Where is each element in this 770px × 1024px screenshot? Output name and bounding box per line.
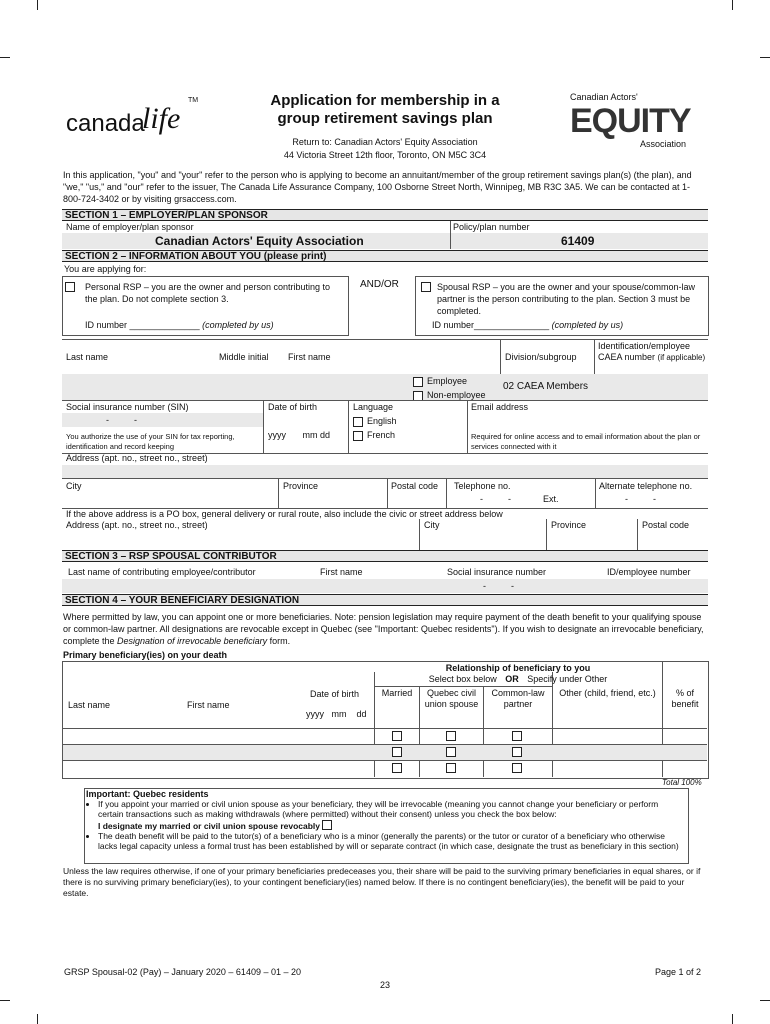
id-number-right <box>432 320 623 331</box>
spousal-rsp-checkbox[interactable] <box>421 282 431 292</box>
equity-logo <box>570 92 710 158</box>
col-common-law: Common-law partner <box>491 688 545 709</box>
row1-commonlaw-checkbox[interactable] <box>512 731 522 741</box>
beneficiary-para-ital: Designation of irrevocable beneficiary <box>117 636 268 646</box>
email-label: Email address <box>471 402 529 412</box>
tel-dashes: - - <box>480 494 511 504</box>
quebec-bullet-2-text: The death benefit will be paid to the tutor(s) of a beneficiary who is a minor (generally the parents) or the tutor or curator of a beneficiary who otherwise lacks legal capacity unless a formal trust has been established by will or separate contract (in which case, designate the trust as beneficiary in this section) <box>98 831 679 851</box>
form-title-line2: group retirement savings plan <box>277 110 493 127</box>
canada-life-logo <box>64 96 204 141</box>
col-last-name: Last name <box>68 700 111 710</box>
if-applicable: (if applicable) <box>657 353 706 362</box>
quebec-bullet-2 <box>98 831 684 851</box>
language-label: Language <box>353 402 394 412</box>
equity-logo-top: Canadian Actors' <box>570 92 638 102</box>
address-label: Address (apt. no., street no., street) <box>66 453 208 463</box>
andor: AND/OR <box>360 279 399 290</box>
city2-label: City <box>424 520 440 530</box>
french-label: French <box>367 430 396 440</box>
completed-by-us-right: (completed by us) <box>551 320 624 330</box>
sin-label: Social insurance number (SIN) <box>66 402 189 412</box>
s3-sin-dashes: - - <box>483 581 514 591</box>
relationship-label: Relationship of beneficiary to you <box>445 663 591 673</box>
beneficiary-para-a: Where permitted by law, you can appoint one or more beneficiaries. Note: pension legislation may require payment of the death benefit to your qualifying spouse or common-law partner. All designations are revocable except in Quebec (see "Important: Quebec residents"). If you wish to designate an irrevocable beneficiary, complete the <box>63 612 704 646</box>
completed-by-us-left: (completed by us) <box>202 320 274 330</box>
section2-header: SECTION 2 – INFORMATION ABOUT YOU (please print) <box>62 250 708 262</box>
personal-rsp-checkbox[interactable] <box>65 282 75 292</box>
beneficiary-para-b: form. <box>267 636 291 646</box>
primary-beneficiary-label: Primary beneficiary(ies) on your death <box>63 650 228 660</box>
select-b: Specify under Other <box>527 674 608 684</box>
po-box-note: If the above address is a PO box, general delivery or rural route, also include the civic or street address below <box>66 509 503 519</box>
col-dob: Date of birth <box>310 689 360 699</box>
id-number-left <box>85 320 274 331</box>
sponsor-value: Canadian Actors' Equity Association <box>155 234 364 248</box>
id-number-right-label: ID number_______________ <box>432 320 550 330</box>
division-label: Division/subgroup <box>505 352 577 362</box>
s3-first-name-label: First name <box>320 567 363 577</box>
equity-logo-word: EQUITY <box>570 102 691 140</box>
french-checkbox[interactable] <box>353 431 363 441</box>
division-value: 02 CAEA Members <box>503 381 589 392</box>
caea-number-text: Identification/employee CAEA number <box>598 341 691 362</box>
english-label: English <box>367 416 397 426</box>
sponsor-label: Name of employer/plan sponsor <box>66 222 194 232</box>
return-address: 44 Victoria Street 12th floor, Toronto, ON M5C 3C4 <box>283 150 487 160</box>
form-id: GRSP Spousal-02 (Pay) – January 2020 – 61409 – 01 – 20 <box>64 967 301 977</box>
page-number: 23 <box>380 980 391 990</box>
row1-married-checkbox[interactable] <box>392 731 402 741</box>
non-employee-label: Non-employee <box>427 390 486 400</box>
quebec-bullet-1 <box>98 799 684 831</box>
col-percent: % of benefit <box>671 688 699 709</box>
province-label: Province <box>283 481 319 491</box>
row2-quebec-checkbox[interactable] <box>446 747 456 757</box>
applying-for: You are applying for: <box>64 264 147 274</box>
employee-label: Employee <box>427 376 468 386</box>
s3-last-name-label: Last name of contributing employee/contributor <box>68 567 256 577</box>
equity-logo-bottom: Association <box>640 139 687 149</box>
section4-header: SECTION 4 – YOUR BENEFICIARY DESIGNATION <box>62 594 708 606</box>
col-other: Other (child, friend, etc.) <box>559 688 656 698</box>
logo-tm: TM <box>188 97 199 104</box>
ext-label: Ext. <box>543 494 559 504</box>
form-title-line1: Application for membership in a <box>270 92 500 109</box>
province2-label: Province <box>551 520 587 530</box>
policy-value: 61409 <box>561 234 595 248</box>
quebec-revocable-label: I designate my married or civil union spouse revocably <box>98 821 321 831</box>
sin-dashes: - - <box>106 415 137 425</box>
quebec-bullet-1-text: If you appoint your married or civil union spouse as your beneficiary, they will be irrevocable (meaning you cannot change your beneficiary or perform certain transactions such as making withdrawals (where permitted) without their consent) unless you check the box below: <box>98 799 659 819</box>
postal2-label: Postal code <box>642 520 690 530</box>
col-first-name: First name <box>187 700 230 710</box>
caea-number-label <box>598 341 706 363</box>
address2-label: Address (apt. no., street no., street) <box>66 520 208 530</box>
row3-quebec-checkbox[interactable] <box>446 763 456 773</box>
select-a: Select box below <box>428 674 497 684</box>
col-quebec: Quebec civil union spouse <box>424 688 479 709</box>
page-of: Page 1 of 2 <box>655 967 702 977</box>
employee-checkbox[interactable] <box>413 377 423 387</box>
email-note: Required for online access and to email information about the plan or services connected with it <box>471 432 701 451</box>
s3-id-label: ID/employee number <box>607 567 691 577</box>
section3-header: SECTION 3 – RSP SPOUSAL CONTRIBUTOR <box>62 550 708 562</box>
col-dob-format: yyyy mm dd <box>306 709 367 719</box>
policy-label: Policy/plan number <box>453 222 530 232</box>
last-name-label: Last name <box>66 352 109 362</box>
telephone-label: Telephone no. <box>454 481 511 491</box>
row2-commonlaw-checkbox[interactable] <box>512 747 522 757</box>
personal-rsp-text: Personal RSP – you are the owner and person contributing to the plan. Do not complete section 3. <box>85 282 330 304</box>
select-or: OR <box>505 674 519 684</box>
dob-format <box>268 430 348 441</box>
s3-sin-label: Social insurance number <box>447 567 547 577</box>
row3-commonlaw-checkbox[interactable] <box>512 763 522 773</box>
city-label: City <box>66 481 82 491</box>
alt-tel-dashes: - - <box>625 494 656 504</box>
logo-life-text: life <box>142 102 181 135</box>
select-instruction <box>374 674 662 685</box>
dob-format-md: mm dd <box>302 430 331 440</box>
return-to: Return to: Canadian Actors' Equity Association <box>292 137 478 147</box>
contingent-paragraph: Unless the law requires otherwise, if one of your primary beneficiaries predeceases you, their share will be paid to the surviving primary beneficiaries in equal shares, or if there is no surviving primary beneficiary(ies), to your contingent beneficiary(ies) named below. If there is no contingent beneficiary(ies), the benefit will be paid to your estate. <box>63 866 701 898</box>
form-title <box>250 92 520 161</box>
alt-telephone-label: Alternate telephone no. <box>599 481 693 491</box>
intro-paragraph: In this application, "you" and "your" refer to the person who is applying to become an annuitant/member of the group retirement savings plan(s) (the plan), and "we," "us," and "our" refer to the issuer, The Canada Life Assurance Company, 100 Osborne Street North, Winnipeg, MB R3C 3A5. We can be contacted at 1-800-724-3402 or by visiting grsaccess.com. <box>63 170 692 204</box>
middle-initial-label: Middle initial <box>219 352 269 362</box>
id-number-left-label: ID number ______________ <box>85 320 200 330</box>
dob-label: Date of birth <box>268 402 318 412</box>
row1-quebec-checkbox[interactable] <box>446 731 456 741</box>
col-married: Married <box>381 688 413 698</box>
sin-note: You authorize the use of your SIN for tax reporting, identification and record keeping <box>66 432 235 451</box>
english-checkbox[interactable] <box>353 417 363 427</box>
beneficiary-paragraph <box>63 611 708 647</box>
first-name-label: First name <box>288 352 331 362</box>
quebec-bullets <box>86 799 684 851</box>
dob-format-year: yyyy <box>268 430 286 440</box>
postal-label: Postal code <box>391 481 439 491</box>
quebec-title: Important: Quebec residents <box>86 789 209 799</box>
logo-canada-text: canada <box>66 110 145 137</box>
row3-married-checkbox[interactable] <box>392 763 402 773</box>
quebec-revocable-checkbox[interactable] <box>322 820 332 830</box>
total-percent: Total 100% <box>662 778 702 787</box>
section1-header: SECTION 1 – EMPLOYER/PLAN SPONSOR <box>62 209 708 221</box>
row2-married-checkbox[interactable] <box>392 747 402 757</box>
spousal-rsp-text: Spousal RSP – you are the owner and your spouse/common-law partner is the person contributing to the plan. Section 3 must be completed. <box>437 282 695 316</box>
